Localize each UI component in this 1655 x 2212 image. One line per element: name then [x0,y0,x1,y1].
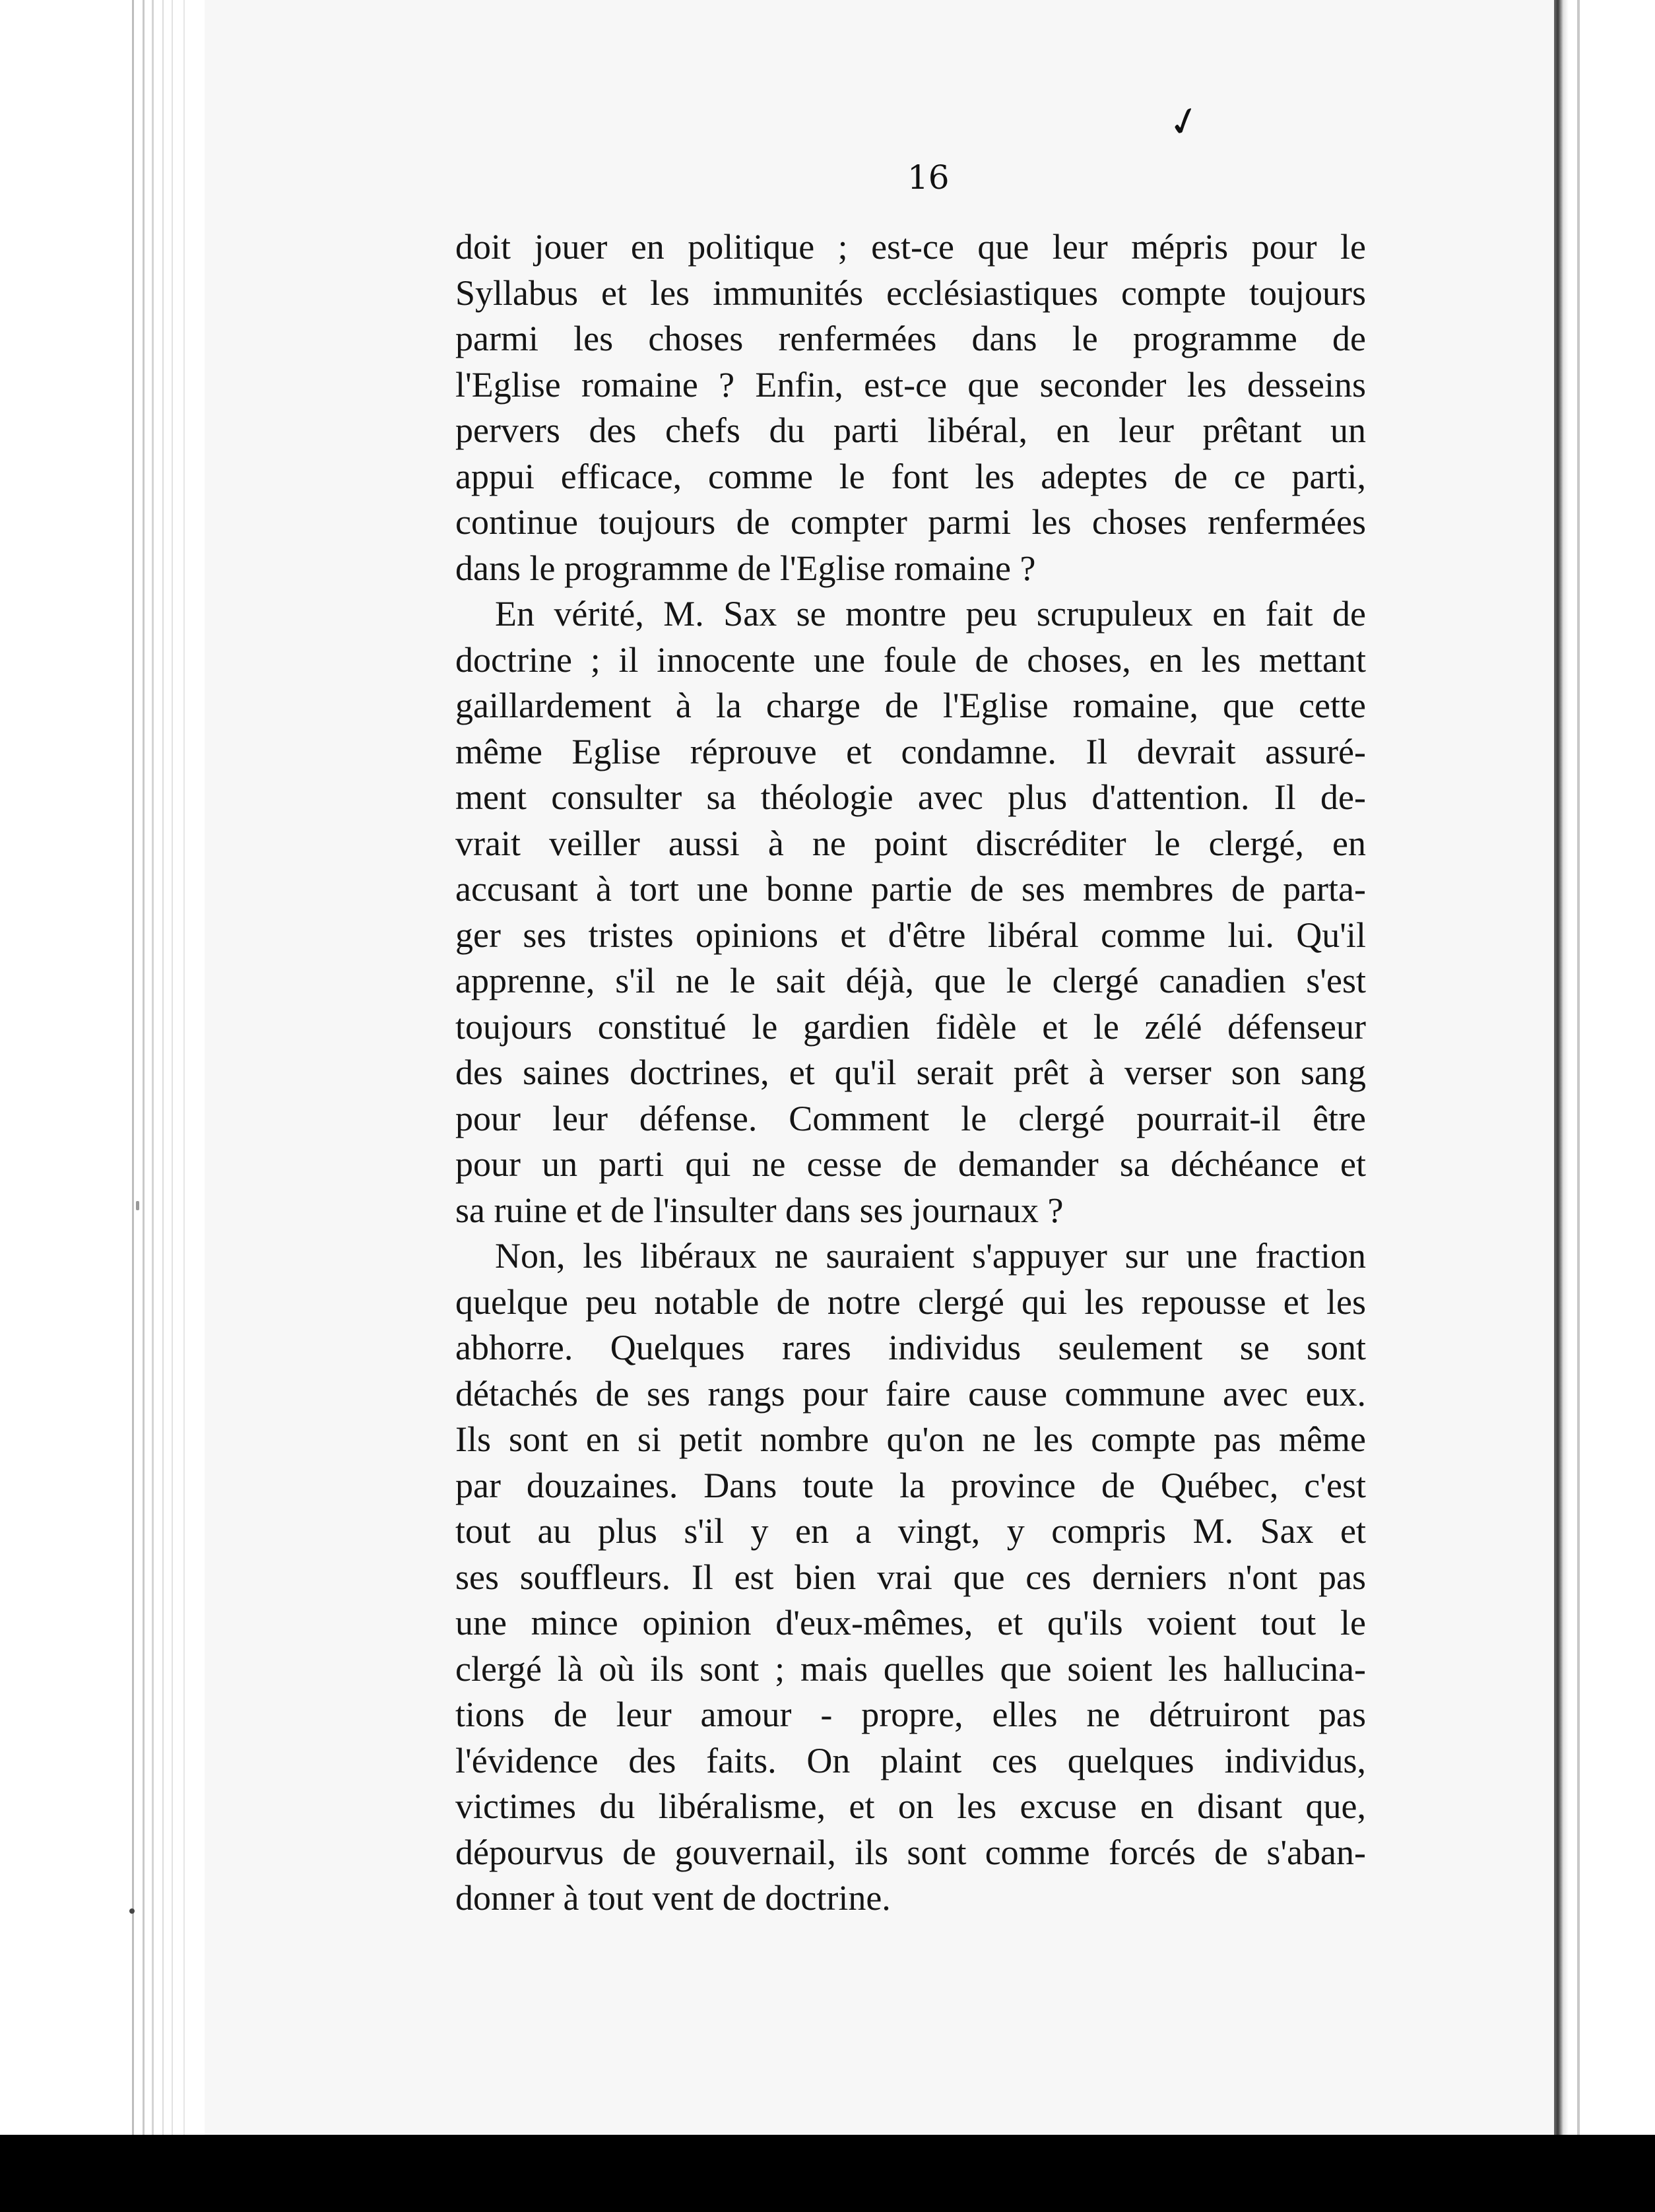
text-line: victimes du libéralisme, et on les excuse en disant que, [455,1786,1366,1826]
text-line: dépourvus de gouvernail, ils sont comme forcés de s'aban- [455,1832,1366,1872]
text-line: toujours constitué le gardien fidèle et le zélé défenseur [455,1006,1366,1047]
text-line: clergé là où ils sont ; mais quelles que soient les hallucina- [455,1648,1366,1689]
text-line: ment consulter sa théologie avec plus d'attention. Il de- [455,777,1366,817]
page-right-edge [1554,0,1569,2135]
text-line: En vérité, M. Sax se montre peu scrupuleux en fait de [495,594,1366,634]
text-line: ses souffleurs. Il est bien vrai que ces derniers n'ont pas [455,1557,1366,1597]
text-line: gaillardement à la charge de l'Eglise romaine, que cette [455,686,1366,725]
scan-speck [136,1201,139,1210]
text-line: doctrine ; il innocente une foule de choses, en les mettant [455,639,1366,680]
text-line: abhorre. Quelques rares individus seulement se sont [455,1328,1366,1367]
text-line: pour un parti qui ne cesse de demander sa déchéance et [455,1144,1366,1184]
scan-speck [129,1908,135,1914]
text-line: des saines doctrines, et qu'il serait prêt à verser son sang [455,1053,1366,1092]
text-line: tions de leur amour - propre, elles ne détruiront pas [455,1695,1366,1734]
binding-edge [132,0,205,2135]
text-line: par douzaines. Dans toute la province de Québec, c'est [455,1465,1366,1505]
text-line: l'Eglise romaine ? Enfin, est-ce que seconder les desseins [455,364,1366,405]
text-line: Ils sont en si petit nombre qu'on ne les compte pas même [455,1419,1366,1459]
text-line: une mince opinion d'eux-mêmes, et qu'ils voient tout le [455,1603,1366,1643]
body-text [455,224,1366,1922]
text-line: pervers des chefs du parti libéral, en leur prêtant un [455,410,1366,450]
text-line: accusant à tort une bonne partie de ses membres de parta- [455,869,1366,909]
paragraph-1 [455,224,1366,591]
text-line: pour leur défense. Comment le clergé pourrait-il être [455,1098,1366,1138]
text-line: détachés de ses rangs pour faire cause commune avec eux. [455,1373,1366,1414]
text-line: donner à tout vent de doctrine. [455,1878,891,1918]
text-line: dans le programme de l'Eglise romaine ? [455,548,1036,588]
text-line: quelque peu notable de notre clergé qui les repousse et les [455,1282,1366,1322]
text-line: doit jouer en politique ; est-ce que leur mépris pour le [455,227,1366,267]
page-number: 16 [907,158,950,197]
text-line: Syllabus et les immunités ecclésiastiques compte toujours [455,273,1366,313]
scan-bottom-border [0,2135,1655,2212]
paragraph-3 [455,1233,1366,1922]
text-line: apprenne, s'il ne le sait déjà, que le clergé canadien s'est [455,961,1366,1000]
paragraph-2 [455,591,1366,1233]
text-line: tout au plus s'il y en a vingt, y compris M. Sax et [455,1511,1366,1551]
text-line: vrait veiller aussi à ne point discréditer le clergé, en [455,823,1366,863]
page-right-edge-line [1577,0,1580,2135]
text-line: même Eglise réprouve et condamne. Il devrait assuré- [455,731,1366,771]
text-line: appui efficace, comme le font les adeptes de ce parti, [455,456,1366,496]
text-line: sa ruine et de l'insulter dans ses journaux ? [455,1190,1064,1230]
text-line: parmi les choses renfermées dans le programme de [455,319,1366,358]
text-line: l'évidence des faits. On plaint ces quelques individus, [455,1740,1366,1780]
margin-check-mark: ✓ [1162,95,1207,149]
text-line: ger ses tristes opinions et d'être libéral comme lui. Qu'il [455,915,1366,955]
text-line: Non, les libéraux ne sauraient s'appuyer sur une fraction [495,1236,1366,1276]
text-line: continue toujours de compter parmi les choses renfermées [455,502,1366,542]
